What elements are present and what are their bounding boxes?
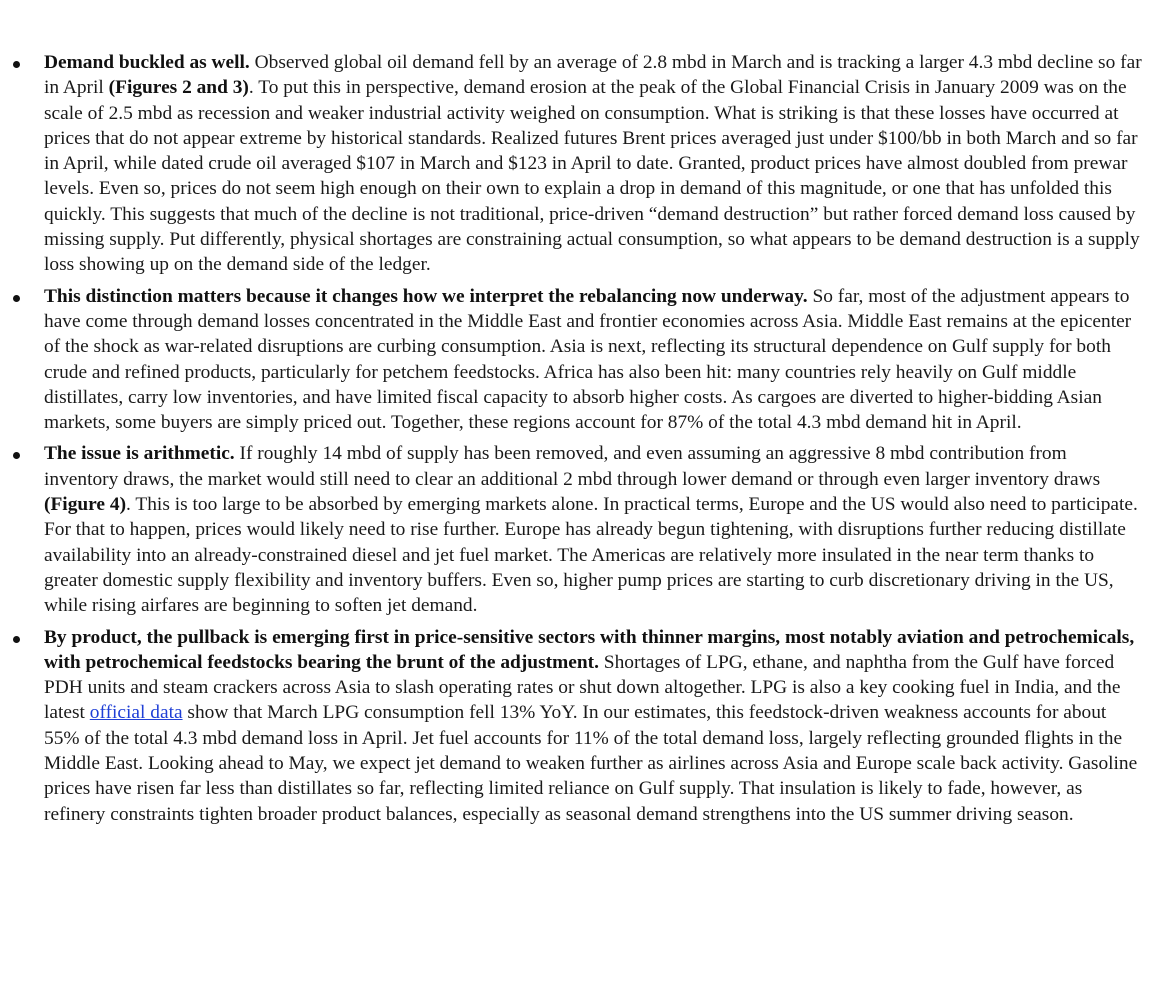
bullet-lead: The issue is arithmetic.: [44, 443, 235, 465]
bullet-text: If roughly 14 mbd of supply has been removed, and even assuming an aggressive 8 mbd contribution from inventory draws, the market would still need to clear an additional 2 mbd through lower demand or through even larger inventory draws: [44, 443, 1101, 490]
bullet-list: [0, 50, 1172, 827]
bullet-text: . This is too large to be absorbed by emerging markets alone. In practical terms, Europe and the US would also need to participate. For that to happen, prices would likely need to rise further. Europe has already begun tightening, with disruptions further reducing distillate availability into an already-constrained diesel and jet fuel market. The Americas are relatively more insulated in the near term thanks to greater domestic supply flexibility and inventory buffers. Even so, higher pump prices are starting to curb discretionary driving in the US, while rising airfares are beginning to soften jet demand.: [44, 494, 1138, 617]
figure-reference: (Figure 4): [44, 494, 127, 516]
bullet-text: . To put this in perspective, demand erosion at the peak of the Global Financial Crisis in January 2009 was on the scale of 2.5 mbd as recession and weaker industrial activity weighed on consumption. What is striking is that these losses have occurred at prices that do not appear extreme by historical standards. Realized futures Brent prices averaged just under $100/bb in both March and so far in April, while dated crude oil averaged $107 in March and $123 in April to date. Granted, product prices have almost doubled from prewar levels. Even so, prices do not seem high enough on their own to explain a drop in demand of this magnitude, or one that has unfolded this quickly. This suggests that much of the decline is not traditional, price-driven “demand destruction” but rather forced demand loss caused by missing supply. Put differently, physical shortages are constraining actual consumption, so what appears to be demand destruction is a supply loss showing up on the demand side of the ledger.: [44, 77, 1140, 276]
bullet-dot-icon: [13, 452, 20, 459]
bullet-text: Observed global oil demand fell by an average of 2.8 mbd in March and is tracking a larger 4.3 mbd decline so far in April: [44, 52, 1142, 99]
bullet-lead: This distinction matters because it changes how we interpret the rebalancing now underway.: [44, 285, 808, 307]
bullet-by-product: [0, 625, 1172, 827]
bullet-dot-icon: [13, 61, 20, 68]
official-data-link[interactable]: official data: [89, 702, 183, 724]
bullet-text: Shortages of LPG, ethane, and naphtha from the Gulf have forced PDH units and steam crackers across Asia to slash operating rates or shut down altogether. LPG is also a key cooking fuel in India, and the latest: [44, 651, 1121, 724]
bullet-dot-icon: [13, 636, 20, 643]
document-page: [0, 50, 1172, 833]
bullet-dot-icon: [13, 295, 20, 302]
bullet-text: show that March LPG consumption fell 13% YoY. In our estimates, this feedstock-driven weakness accounts for about 55% of the total 4.3 mbd demand loss in April. Jet fuel accounts for 11% of the total demand loss, largely reflecting grounded flights in the Middle East. Looking ahead to May, we expect jet demand to weaken further as airlines across Asia and Europe scale back activity. Gasoline prices have risen far less than distillates so far, reflecting limited reliance on Gulf supply. That insulation is likely to fade, however, as refinery constraints tighten broader product balances, especially as seasonal demand strengthens into the US summer driving season.: [44, 702, 1138, 825]
bullet-text: So far, most of the adjustment appears to have come through demand losses concentrated in the Middle East and frontier economies across Asia. Middle East remains at the epicenter of the shock as war-related disruptions are curbing consumption. Asia is next, reflecting its structural dependence on Gulf supply for both crude and refined products, particularly for petchem feedstocks. Africa has also been hit: many countries rely heavily on Gulf middle distillates, carry low inventories, and have limited fiscal capacity to absorb higher costs. As cargoes are diverted to higher-bidding Asian markets, some buyers are simply priced out. Together, these regions account for 87% of the total 4.3 mbd demand hit in April.: [44, 285, 1132, 434]
bullet-lead: Demand buckled as well.: [44, 52, 250, 73]
bullet-lead: By product, the pullback is emerging first in price-sensitive sectors with thinner margins, most notably aviation and petrochemicals, with petrochemical feedstocks bearing the brunt of the adjustment.: [44, 626, 1135, 673]
bullet-distinction-matters: [0, 284, 1172, 436]
bullet-demand-buckled: [0, 50, 1172, 278]
bullet-issue-arithmetic: [0, 441, 1172, 618]
figure-reference: (Figures 2 and 3): [108, 77, 249, 99]
